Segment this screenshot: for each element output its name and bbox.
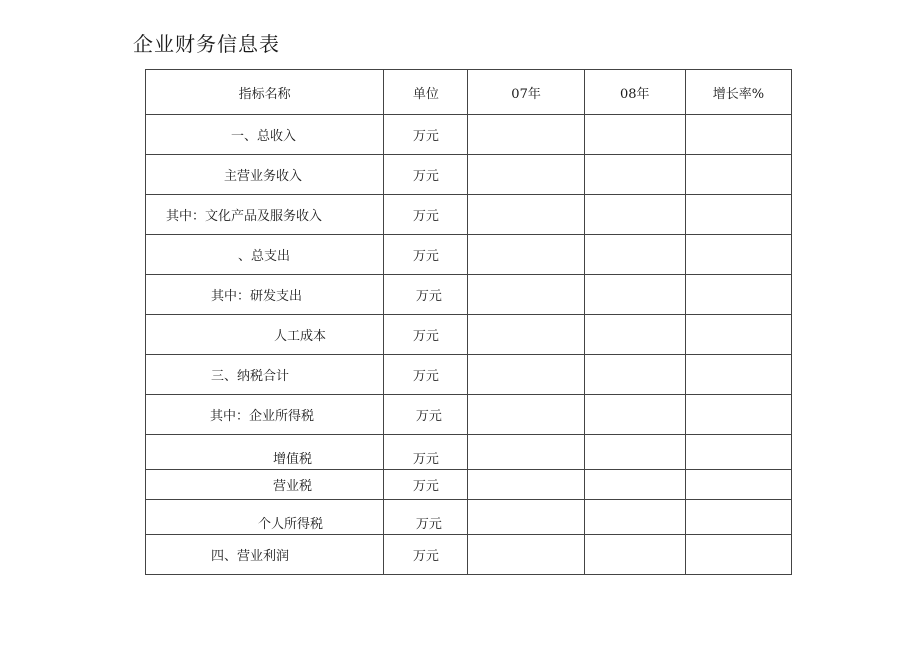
table-row	[146, 355, 792, 395]
row-label: 增值税	[146, 435, 384, 470]
row-growth-rate[interactable]	[685, 470, 791, 500]
row-value-08[interactable]	[584, 355, 685, 395]
row-value-08[interactable]	[584, 195, 685, 235]
row-unit: 万元	[384, 470, 468, 500]
financial-info-table	[145, 69, 792, 575]
row-value-08[interactable]	[584, 435, 685, 470]
table-row	[146, 435, 792, 470]
row-unit: 万元	[384, 115, 468, 155]
row-value-07[interactable]	[468, 315, 584, 355]
row-label: 四、营业利润	[146, 535, 384, 575]
row-value-08[interactable]	[584, 535, 685, 575]
row-growth-rate[interactable]	[685, 155, 791, 195]
row-value-07[interactable]	[468, 275, 584, 315]
row-growth-rate[interactable]	[685, 235, 791, 275]
table-row	[146, 470, 792, 500]
row-value-07[interactable]	[468, 115, 584, 155]
row-value-07[interactable]	[468, 395, 584, 435]
row-label: 人工成本	[146, 315, 384, 355]
header-unit: 单位	[384, 70, 468, 115]
row-growth-rate[interactable]	[685, 115, 791, 155]
table-row	[146, 395, 792, 435]
row-unit: 万元	[384, 235, 468, 275]
table-row	[146, 155, 792, 195]
row-label: 个人所得税	[146, 500, 384, 535]
row-value-07[interactable]	[468, 235, 584, 275]
row-value-07[interactable]	[468, 355, 584, 395]
row-label: 、总支出	[146, 235, 384, 275]
row-value-07[interactable]	[468, 470, 584, 500]
row-value-08[interactable]	[584, 235, 685, 275]
row-growth-rate[interactable]	[685, 535, 791, 575]
row-growth-rate[interactable]	[685, 275, 791, 315]
row-growth-rate[interactable]	[685, 395, 791, 435]
row-label: 其中：研发支出	[146, 275, 384, 315]
table-row	[146, 195, 792, 235]
row-unit: 万元	[384, 355, 468, 395]
row-growth-rate[interactable]	[685, 315, 791, 355]
row-unit: 万元	[384, 435, 468, 470]
row-value-08[interactable]	[584, 395, 685, 435]
row-value-08[interactable]	[584, 155, 685, 195]
row-value-08[interactable]	[584, 315, 685, 355]
row-growth-rate[interactable]	[685, 500, 791, 535]
row-value-07[interactable]	[468, 435, 584, 470]
row-label: 主营业务收入	[146, 155, 384, 195]
row-label: 三、纳税合计	[146, 355, 384, 395]
table-row	[146, 535, 792, 575]
row-unit: 万元	[384, 315, 468, 355]
header-year-07: 07年	[468, 70, 584, 115]
row-value-07[interactable]	[468, 195, 584, 235]
row-value-07[interactable]	[468, 155, 584, 195]
header-year-08: 08年	[584, 70, 685, 115]
table-row	[146, 275, 792, 315]
row-label: 一、总收入	[146, 115, 384, 155]
header-indicator-name: 指标名称	[146, 70, 384, 115]
row-label: 其中：企业所得税	[146, 395, 384, 435]
row-growth-rate[interactable]	[685, 355, 791, 395]
row-value-08[interactable]	[584, 275, 685, 315]
row-label: 其中：文化产品及服务收入	[146, 195, 384, 235]
row-unit: 万元	[384, 195, 468, 235]
table-row	[146, 315, 792, 355]
row-value-08[interactable]	[584, 115, 685, 155]
row-growth-rate[interactable]	[685, 435, 791, 470]
table-row	[146, 500, 792, 535]
row-unit: 万元	[384, 500, 468, 535]
row-unit: 万元	[384, 155, 468, 195]
row-value-07[interactable]	[468, 535, 584, 575]
header-row	[146, 70, 792, 115]
table-row	[146, 235, 792, 275]
row-value-07[interactable]	[468, 500, 584, 535]
row-value-08[interactable]	[584, 470, 685, 500]
row-unit: 万元	[384, 275, 468, 315]
row-unit: 万元	[384, 535, 468, 575]
row-label: 营业税	[146, 470, 384, 500]
header-growth-rate: 增长率%	[685, 70, 791, 115]
row-unit: 万元	[384, 395, 468, 435]
page-title: 企业财务信息表	[133, 32, 280, 56]
table-row	[146, 115, 792, 155]
row-value-08[interactable]	[584, 500, 685, 535]
row-growth-rate[interactable]	[685, 195, 791, 235]
